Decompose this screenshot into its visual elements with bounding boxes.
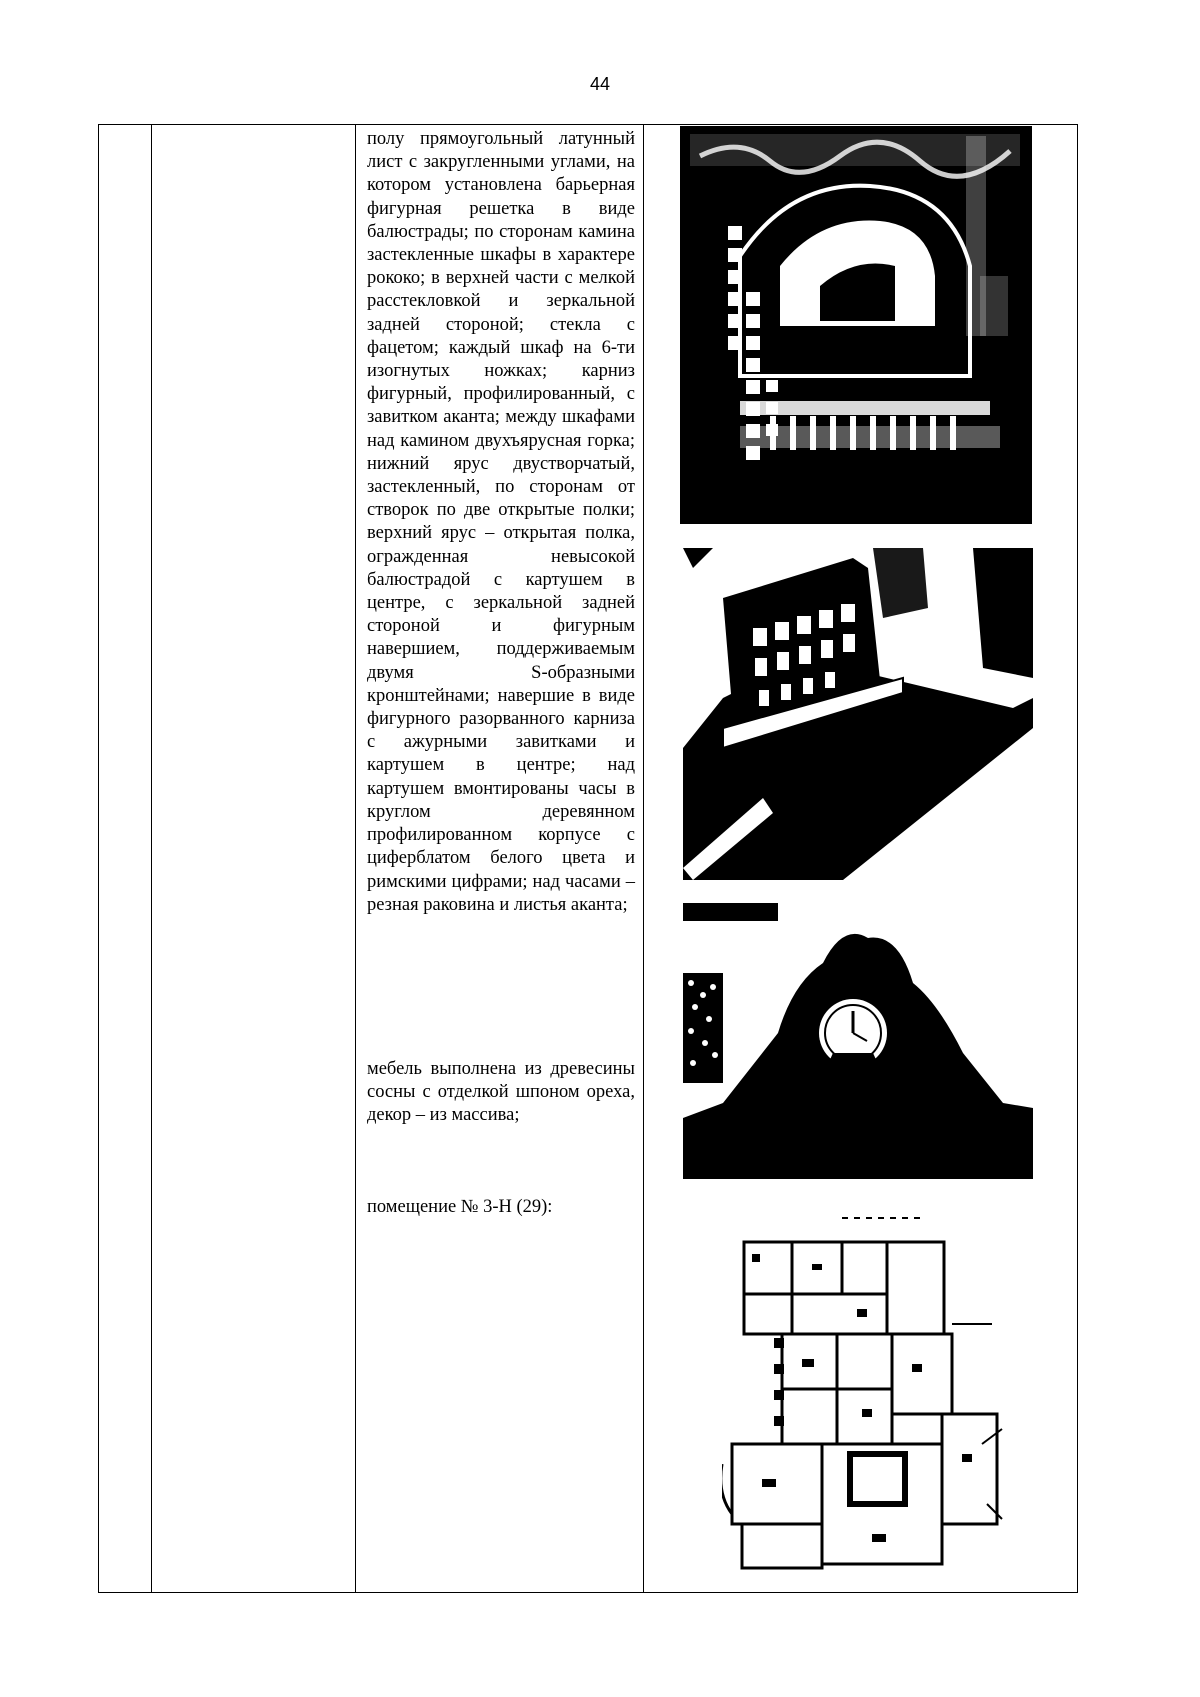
cabinet-photo bbox=[683, 548, 1033, 880]
room-label bbox=[367, 1196, 635, 1219]
material-text: мебель выполнена из древесины сосны с отделкой шпоном ореха, декор – из массива; bbox=[367, 1059, 635, 1126]
floor-plan-image bbox=[722, 1214, 1012, 1578]
clock-photo bbox=[683, 903, 1033, 1179]
page-number: 44 bbox=[589, 74, 611, 94]
fireplace-photo bbox=[680, 126, 1032, 524]
column-divider-3 bbox=[643, 125, 644, 1592]
column-divider-1 bbox=[151, 125, 152, 1592]
room-label-text: помещение № 3-Н (29): bbox=[367, 1197, 553, 1217]
description-text: полу прямоугольный латунный лист с закругленными углами, на котором установлена барьерная фигурная решетка в виде балюстрады; по сторонам камина застекленные шкафы в характере рококо; в верхней части с мелкой расстекловкой и зеркальной задней стороной; стекла с фацетом; каждый шкаф на 6-ти изогнутых ножках; карниз фигурный, профилированный, с завитком аканта; между шкафами над камином двухъярусная горка; нижний ярус двустворчатый, застекленный, по сторонам от створок по две открытые полки; верхний ярус – открытая полка, огражденная невысокой балюстрадой с картушем в центре, с зеркальной задней стороной и фигурным навершием, поддерживаемым двумя S-образными кронштейнами; навершие в виде фигурного разорванного карниза с ажурными завитками и картушем в центре; над картушем вмонтированы часы в круглом деревянном профилированном корпусе с циферблатом белого цвета и римскими цифрами; над часами – резная раковина и листья аканта; bbox=[367, 129, 635, 915]
item-description bbox=[367, 128, 635, 917]
column-divider-2 bbox=[355, 125, 356, 1592]
material-description bbox=[367, 1058, 635, 1128]
